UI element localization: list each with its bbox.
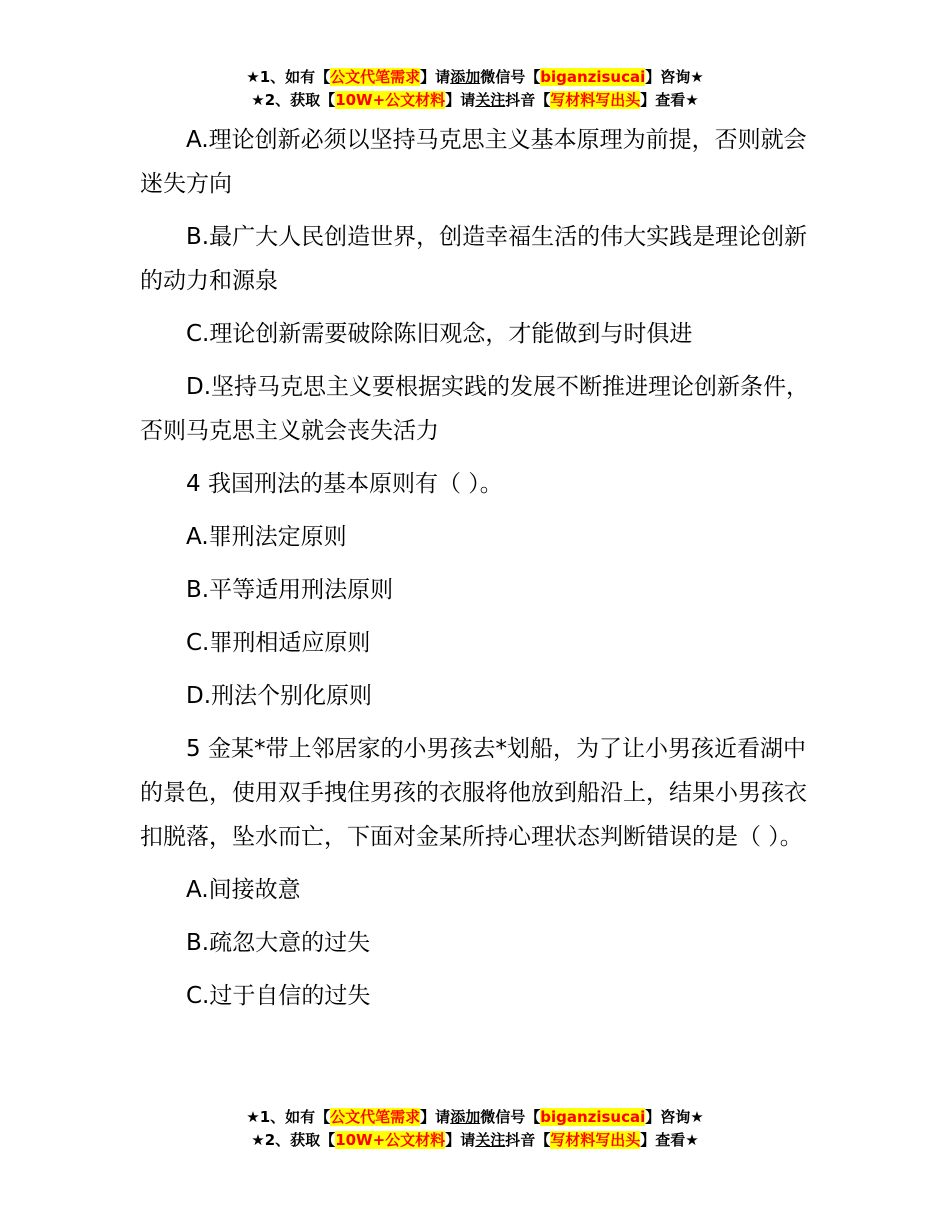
banner-underlined: 添加 bbox=[450, 68, 481, 86]
banner-text: ★2、获取【 bbox=[251, 1131, 336, 1149]
banner-text: 抖音【 bbox=[505, 91, 551, 109]
banner-line-2 bbox=[0, 89, 950, 112]
option-paragraph: C.罪刑相适应原则 bbox=[186, 630, 371, 656]
question-paragraph: 4 我国刑法的基本原则有（ ）。 bbox=[186, 471, 503, 497]
option-paragraph: D.坚持马克思主义要根据实践的发展不断推进理论创新条件，否则马克思主义就会丧失活力 bbox=[140, 374, 810, 444]
banner-highlight: 写材料写出头 bbox=[550, 1131, 641, 1149]
banner-text: 微信号【 bbox=[480, 1108, 541, 1126]
banner-highlight: 公文代笔需求 bbox=[330, 1108, 421, 1126]
banner-underlined: 添加 bbox=[450, 1108, 481, 1126]
banner-underlined: 关注 bbox=[475, 1131, 506, 1149]
banner-text: ★1、如有【 bbox=[246, 68, 331, 86]
banner-text: 】请 bbox=[445, 1131, 476, 1149]
banner-text: 】查看★ bbox=[640, 1131, 699, 1149]
option-paragraph: C.理论创新需要破除陈旧观念，才能做到与时俱进 bbox=[186, 321, 693, 347]
banner-line-2 bbox=[0, 1129, 950, 1152]
banner-highlight: 10W+公文材料 bbox=[335, 1131, 446, 1149]
banner-underlined: 关注 bbox=[475, 91, 506, 109]
banner-text: 】请 bbox=[420, 68, 451, 86]
document-body bbox=[140, 118, 816, 1027]
option-paragraph: B.最广大人民创造世界，创造幸福生活的伟大实践是理论创新的动力和源泉 bbox=[140, 224, 808, 294]
banner-line-1 bbox=[0, 66, 950, 89]
banner-text: 】请 bbox=[445, 91, 476, 109]
banner-line-1 bbox=[0, 1106, 950, 1129]
banner-text: 】咨询★ bbox=[645, 1108, 704, 1126]
banner-text: ★1、如有【 bbox=[246, 1108, 331, 1126]
option-paragraph: D.刑法个别化原则 bbox=[186, 683, 373, 709]
option-paragraph: B.疏忽大意的过失 bbox=[186, 930, 371, 956]
banner-highlight: biganzisucai bbox=[540, 68, 646, 86]
header-banner bbox=[0, 66, 950, 112]
banner-highlight: 10W+公文材料 bbox=[335, 91, 446, 109]
option-paragraph: A.罪刑法定原则 bbox=[186, 524, 347, 550]
option-paragraph: A.间接故意 bbox=[186, 877, 301, 903]
banner-text: 】查看★ bbox=[640, 91, 699, 109]
footer-banner bbox=[0, 1106, 950, 1152]
banner-text: 微信号【 bbox=[480, 68, 541, 86]
option-paragraph: A.理论创新必须以坚持马克思主义基本原理为前提，否则就会迷失方向 bbox=[140, 127, 807, 197]
banner-text: 】请 bbox=[420, 1108, 451, 1126]
banner-highlight: 公文代笔需求 bbox=[330, 68, 421, 86]
banner-highlight: biganzisucai bbox=[540, 1108, 646, 1126]
banner-text: 抖音【 bbox=[505, 1131, 551, 1149]
banner-highlight: 写材料写出头 bbox=[550, 91, 641, 109]
banner-text: 】咨询★ bbox=[645, 68, 704, 86]
question-paragraph: 5 金某*带上邻居家的小男孩去*划船，为了让小男孩近看湖中的景色，使用双手拽住男孩的衣服将他放到船沿上，结果小男孩衣扣脱落，坠水而亡，下面对金某所持心理状态判断错误的是（ ）。 bbox=[140, 736, 807, 850]
banner-text: ★2、获取【 bbox=[251, 91, 336, 109]
option-paragraph: C.过于自信的过失 bbox=[186, 983, 371, 1009]
option-paragraph: B.平等适用刑法原则 bbox=[186, 577, 394, 603]
